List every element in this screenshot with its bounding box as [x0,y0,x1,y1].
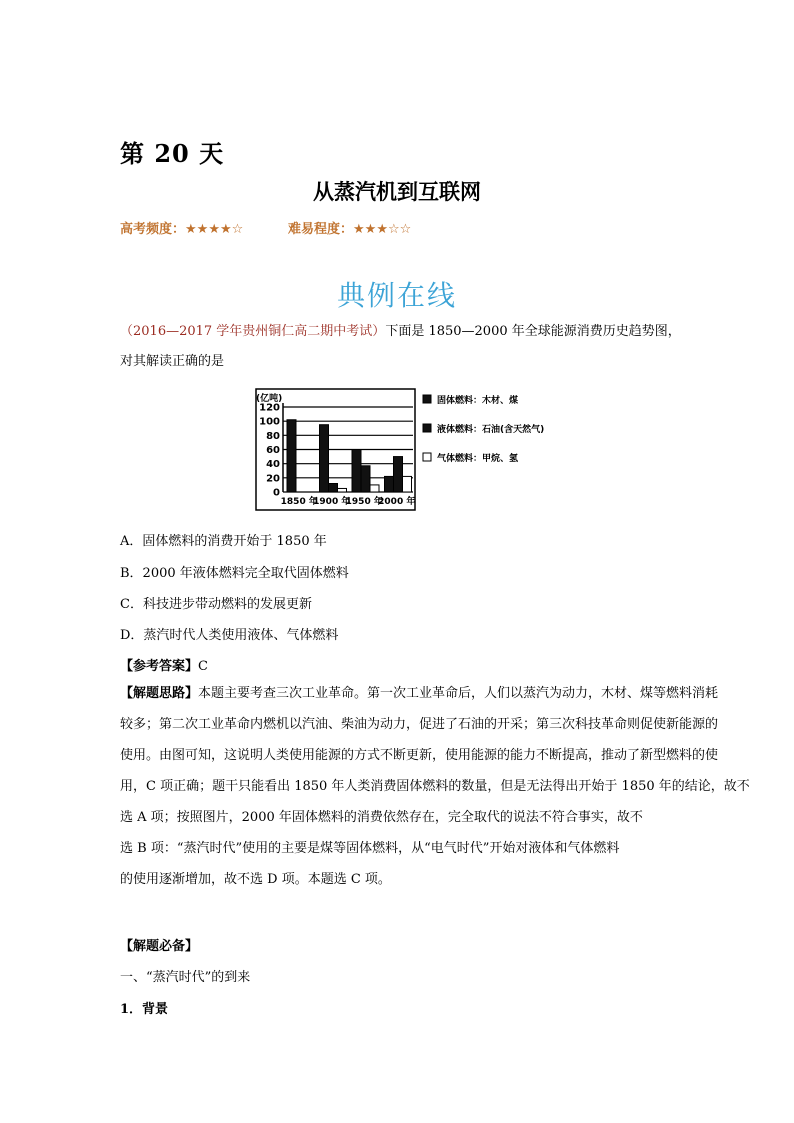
explanation-label: 【解题思路】 [120,686,199,701]
explanation-line: 较多；第二次工业革命内燃机以汽油、柴油为动力，促进了石油的开采；第三次科技革命则促使新能源的 [120,717,719,732]
chart-legend-label: 气体燃料：甲烷、氢 [437,454,519,464]
chart-x-tick-label: 1850 年 [280,497,318,507]
difficulty-rating [288,218,411,237]
chart-bar [320,425,329,492]
chart-bar [287,420,296,492]
explanation-line: 使用。由图可知，这说明人类使用能源的方式不断更新，使用能源的能力不断提高，推动了新型燃料的使 [120,748,719,763]
chart-legend-label: 固体燃料：木材、煤 [437,396,519,406]
frequency-stars: ★★★★☆ [185,222,244,237]
page-title: 从蒸汽机到互联网 [313,180,481,204]
chart-plot-area [256,389,415,510]
chart-bar [385,476,394,492]
chart-legend-label: 液体燃料：石油(含天然气) [437,425,545,435]
option-d[interactable]: D．蒸汽时代人类使用液体、气体燃料 [120,628,339,643]
chart-y-tick-label: 60 [266,445,280,456]
chart-x-tick-label: 1900 年 [313,497,351,507]
chart-x-tick-label: 1950 年 [345,497,383,507]
chart-bar [361,466,370,492]
chart-legend-swatch [423,424,431,432]
option-a[interactable]: A．固体燃料的消费开始于 1850 年 [120,534,327,549]
chart-bar [352,450,361,493]
answer [120,655,208,674]
essentials-subheading: 1．背景 [120,1002,169,1017]
chart-bar [338,488,347,492]
chart-bar [329,484,338,493]
difficulty-label: 难易程度： [288,222,354,237]
explanation-line: 选 B 项：“蒸汽时代”使用的主要是煤等固体燃料，从“电气时代”开始对液体和气体燃料 [120,841,620,856]
option-b[interactable]: B．2000 年液体燃料完全取代固体燃料 [120,566,349,581]
section-title: 典例在线 [336,279,457,312]
chart-y-tick-label: 120 [259,402,280,414]
chart-legend-swatch [423,395,431,403]
explanation-line: 本题主要考查三次工业革命。第一次工业革命后，人们以蒸汽为动力，木材、煤等燃料消耗 [198,686,719,701]
frequency-rating [120,218,243,237]
question-stem-line-1: 下面是 1850—2000 年全球能源消费历史趋势图， [385,324,681,339]
essentials-label: 【解题必备】 [120,939,199,954]
chart-y-tick-label: 80 [266,430,280,442]
answer-label: 【参考答案】 [120,659,199,674]
chart-y-tick-label: 100 [259,416,280,428]
explanation-line: 用，C 项正确；题干只能看出 1850 年人类消费固体燃料的数量，但是无法得出开始于 1850 年的结论，故不 [120,779,750,794]
question-source: （2016—2017 学年贵州铜仁高二期中考试） [120,324,386,339]
chart-bar [394,457,403,492]
frequency-label: 高考频度： [120,222,186,237]
chart-legend-swatch [423,453,431,461]
difficulty-stars: ★★★☆☆ [353,222,412,237]
chart-x-tick-label: 2000 年 [378,497,416,507]
essentials-heading: 一、“蒸汽时代”的到来 [120,970,251,985]
chart-bar [370,485,379,492]
answer-value: C [198,659,208,674]
explanation-line: 的使用逐渐增加，故不选 D 项。本题选 C 项。 [120,872,391,887]
chart-y-tick-label: 40 [266,459,280,471]
question-stem [120,322,681,342]
chart-bar [403,476,412,492]
explanation [120,678,772,895]
option-c[interactable]: C．科技进步带动燃料的发展更新 [120,597,312,612]
chart-y-tick-label: 0 [273,487,280,499]
chart-legend [423,394,544,464]
energy-chart [255,388,585,512]
chart-y-axis-label: (亿吨) [256,394,283,404]
explanation-line: 选 A 项；按照图片，2000 年固体燃料的消费依然存在，完全取代的说法不符合事实，故不 [120,810,643,825]
day-title: 第 20 天 [120,139,225,168]
chart-y-tick-label: 20 [266,473,280,485]
question-stem-line-2: 对其解读正确的是 [120,354,225,369]
